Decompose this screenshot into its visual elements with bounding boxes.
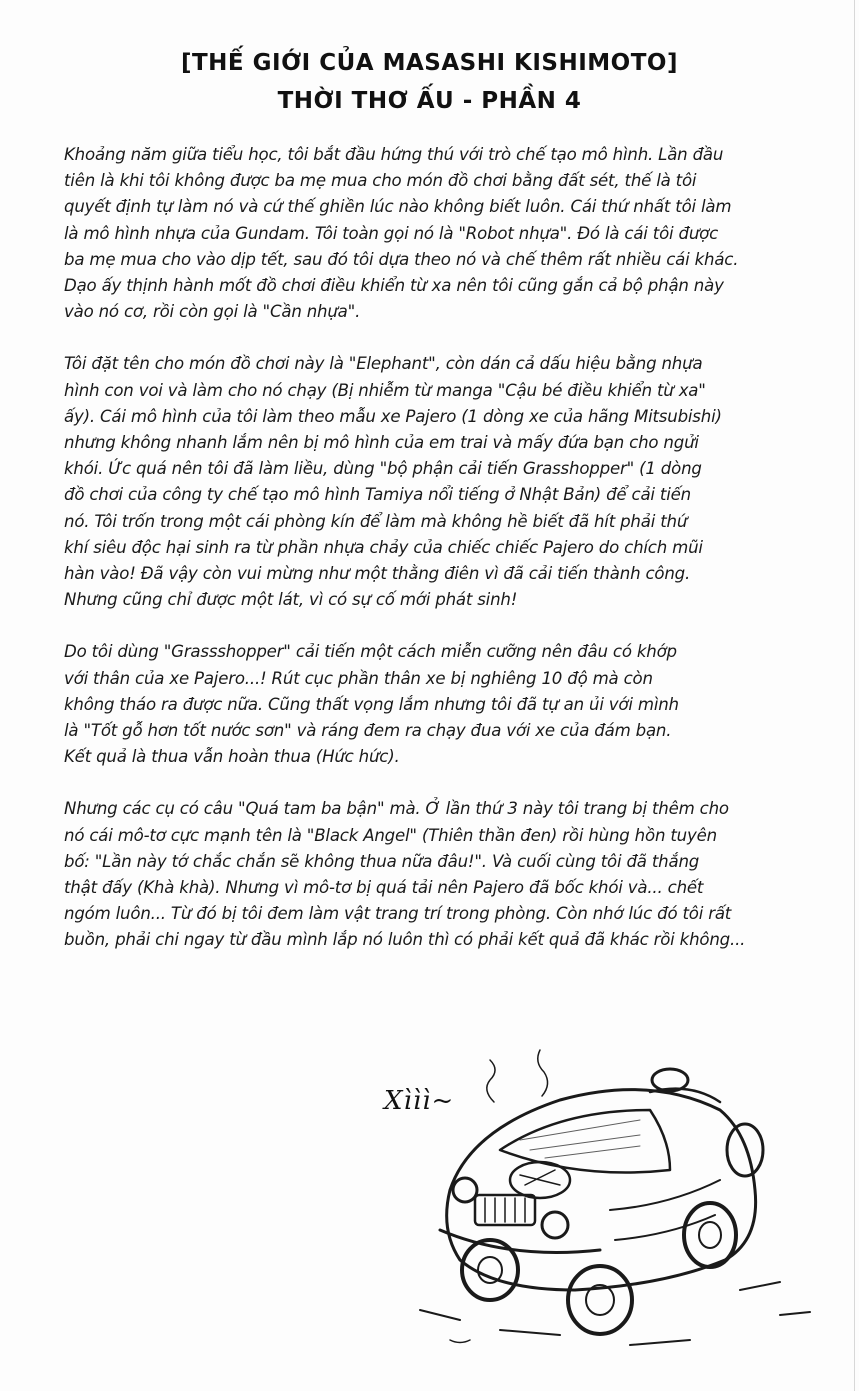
text-line: không tháo ra được nữa. Cũng thất vọng lắm nhưng tôi đã tự an ủi với mình (64, 694, 679, 714)
text-line: tiên là khi tôi không được ba mẹ mua cho món đồ chơi bằng đất sét, thế là tôi (64, 171, 697, 191)
paragraph-2 (64, 351, 794, 613)
text-line: nó. Tôi trốn trong một cái phòng kín để làm mà không hề biết đã hít phải thứ (64, 511, 688, 531)
text-line: Khoảng năm giữa tiểu học, tôi bắt đầu hứng thú với trò chế tạo mô hình. Lần đầu (64, 145, 724, 164)
text-line: Tôi đặt tên cho món đồ chơi này là "Elephant", còn dán cả dấu hiệu bằng nhựa (64, 354, 703, 374)
paragraph-1 (64, 142, 794, 325)
text-line: hàn vào! Đã vậy còn vui mừng như một thằng điên vì đã cải tiến thành công. (64, 564, 691, 584)
text-line: bố: "Lần này tớ chắc chắn sẽ không thua nữa đâu!". Và cuối cùng tôi đã thắng (64, 851, 700, 871)
text-line: khí siêu độc hại sinh ra từ phần nhựa chảy của chiếc chiếc Pajero do chích mũi (64, 537, 703, 557)
text-line: ấy). Cái mô hình của tôi làm theo mẫu xe Pajero (1 dòng xe của hãng Mitsubishi) (64, 406, 722, 426)
text-line: ba mẹ mua cho vào dịp tết, sau đó tôi dựa theo nó và chế thêm rất nhiều cái khác. (64, 249, 739, 269)
page-title: [THẾ GIỚI CỦA MASASHI KISHIMOTO] (180, 50, 678, 76)
text-line: là mô hình nhựa của Gundam. Tôi toàn gọi nó là "Robot nhựa". Đó là cái tôi được (64, 223, 719, 243)
page-edge-divider (854, 0, 855, 1391)
paragraph-3 (64, 639, 794, 770)
paragraph-4 (64, 796, 794, 953)
text-line: Dạo ấy thịnh hành mốt đồ chơi điều khiển từ xa nên tôi cũng gắn cả bộ phận này (64, 276, 724, 296)
text-line: thật đấy (Khà khà). Nhưng vì mô-tơ bị quá tải nên Pajero đã bốc khói và... chết (64, 878, 704, 898)
text-line: Nhưng các cụ có câu "Quá tam ba bận" mà. Ở lần thứ 3 này tôi trang bị thêm cho (64, 799, 729, 819)
text-line: khói. Ức quá nên tôi đã làm liều, dùng "bộ phận cải tiến Grasshopper" (1 dòng (64, 459, 702, 479)
text-line: nó cái mô-tơ cực mạnh tên là "Black Angel" (Thiên thần đen) rồi hùng hồn tuyên (64, 825, 717, 845)
page-subtitle: THỜI THƠ ẤU - PHẦN 4 (277, 88, 582, 114)
text-line: Do tôi dùng "Grassshopper" cải tiến một cách miễn cưỡng nên đâu có khớp (64, 642, 677, 662)
text-line: Nhưng cũng chỉ được một lát, vì có sự cố mới phát sinh! (64, 590, 518, 610)
text-line: Kết quả là thua vẫn hoàn thua (Hức hức). (64, 747, 400, 767)
text-line: với thân của xe Pajero...! Rút cục phần thân xe bị nghiêng 10 độ mà còn (64, 668, 653, 688)
article-body (64, 142, 794, 980)
text-line: buồn, phải chi ngay từ đầu mình lắp nó luôn thì có phải kết quả đã khác rồi không... (64, 930, 746, 950)
text-line: vào nó cơ, rồi còn gọi là "Cần nhựa". (64, 302, 361, 322)
text-line: đồ chơi của công ty chế tạo mô hình Tamiya nổi tiếng ở Nhật Bản) để cải tiến (64, 485, 691, 505)
text-line: quyết định tự làm nó và cứ thế ghiền lúc nào không biết luôn. Cái thứ nhất tôi làm (64, 197, 732, 217)
text-line: ngóm luôn... Từ đó bị tôi đem làm vật trang trí trong phòng. Còn nhớ lúc đó tôi rất (64, 904, 732, 924)
text-line: nhưng không nhanh lắm nên bị mô hình của em trai và mấy đứa bạn cho ngửi (64, 433, 699, 453)
toy-car-sketch-icon (380, 1040, 840, 1360)
text-line: hình con voi và làm cho nó chạy (Bị nhiễm từ manga "Cậu bé điều khiển từ xa" (64, 380, 706, 400)
text-line: là "Tốt gỗ hơn tốt nước sơn" và ráng đem ra chạy đua với xe của đám bạn. (64, 721, 672, 741)
sound-effect-text: Xììì~ (384, 1086, 455, 1116)
